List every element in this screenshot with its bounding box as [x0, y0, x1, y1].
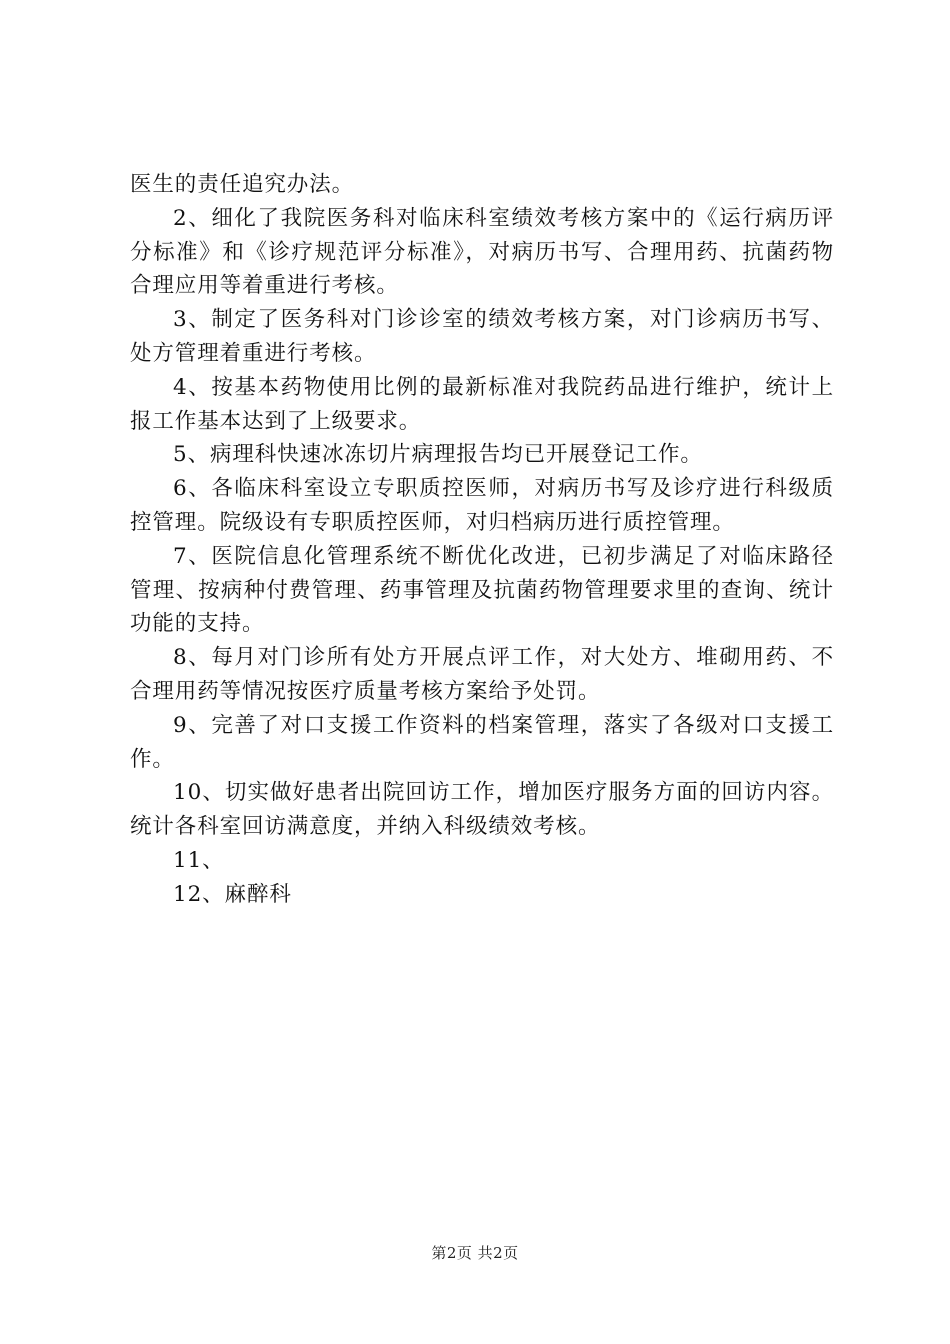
paragraph-item-11: 11、	[173, 847, 225, 873]
paragraph-item-5: 5、病理科快速冰冻切片病理报告均已开展登记工作。	[173, 442, 703, 468]
page-number-footer: 第2页 共2页	[431, 1244, 519, 1262]
paragraph-item-10: 10、切实做好患者出院回访工作，增加医疗服务方面的回访内容。统计各科室回访满意度，并纳入科级绩效考核。	[130, 780, 834, 840]
paragraph-item-12: 12、麻醉科	[173, 881, 292, 907]
paragraph-item-7: 7、医院信息化管理系统不断优化改进，已初步满足了对临床路径管理、按病种付费管理、药事管理及抗菌药物管理要求里的查询、统计功能的支持。	[130, 543, 834, 637]
paragraph-continuation: 医生的责任追究办法。	[130, 172, 355, 197]
paragraph-item-8: 8、每月对门诊所有处方开展点评工作，对大处方、堆砌用药、不合理用药等情况按医疗质量考核方案给予处罚。	[130, 645, 834, 704]
paragraph-item-2: 2、细化了我院医务科对临床科室绩效考核方案中的《运行病历评分标准》和《诊疗规范评分标准》，对病历书写、合理用药、抗菌药物合理应用等着重进行考核。	[130, 205, 834, 299]
paragraph-item-9: 9、完善了对口支援工作资料的档案管理，落实了各级对口支援工作。	[130, 712, 834, 772]
paragraph-item-3: 3、制定了医务科对门诊诊室的绩效考核方案，对门诊病历书写、处方管理着重进行考核。	[130, 307, 834, 366]
document-body	[130, 168, 834, 912]
paragraph-item-6: 6、各临床科室设立专职质控医师，对病历书写及诊疗进行科级质控管理。院级设有专职质控医师，对归档病历进行质控管理。	[130, 476, 834, 535]
paragraph-item-4: 4、按基本药物使用比例的最新标准对我院药品进行维护，统计上报工作基本达到了上级要求。	[130, 374, 834, 434]
